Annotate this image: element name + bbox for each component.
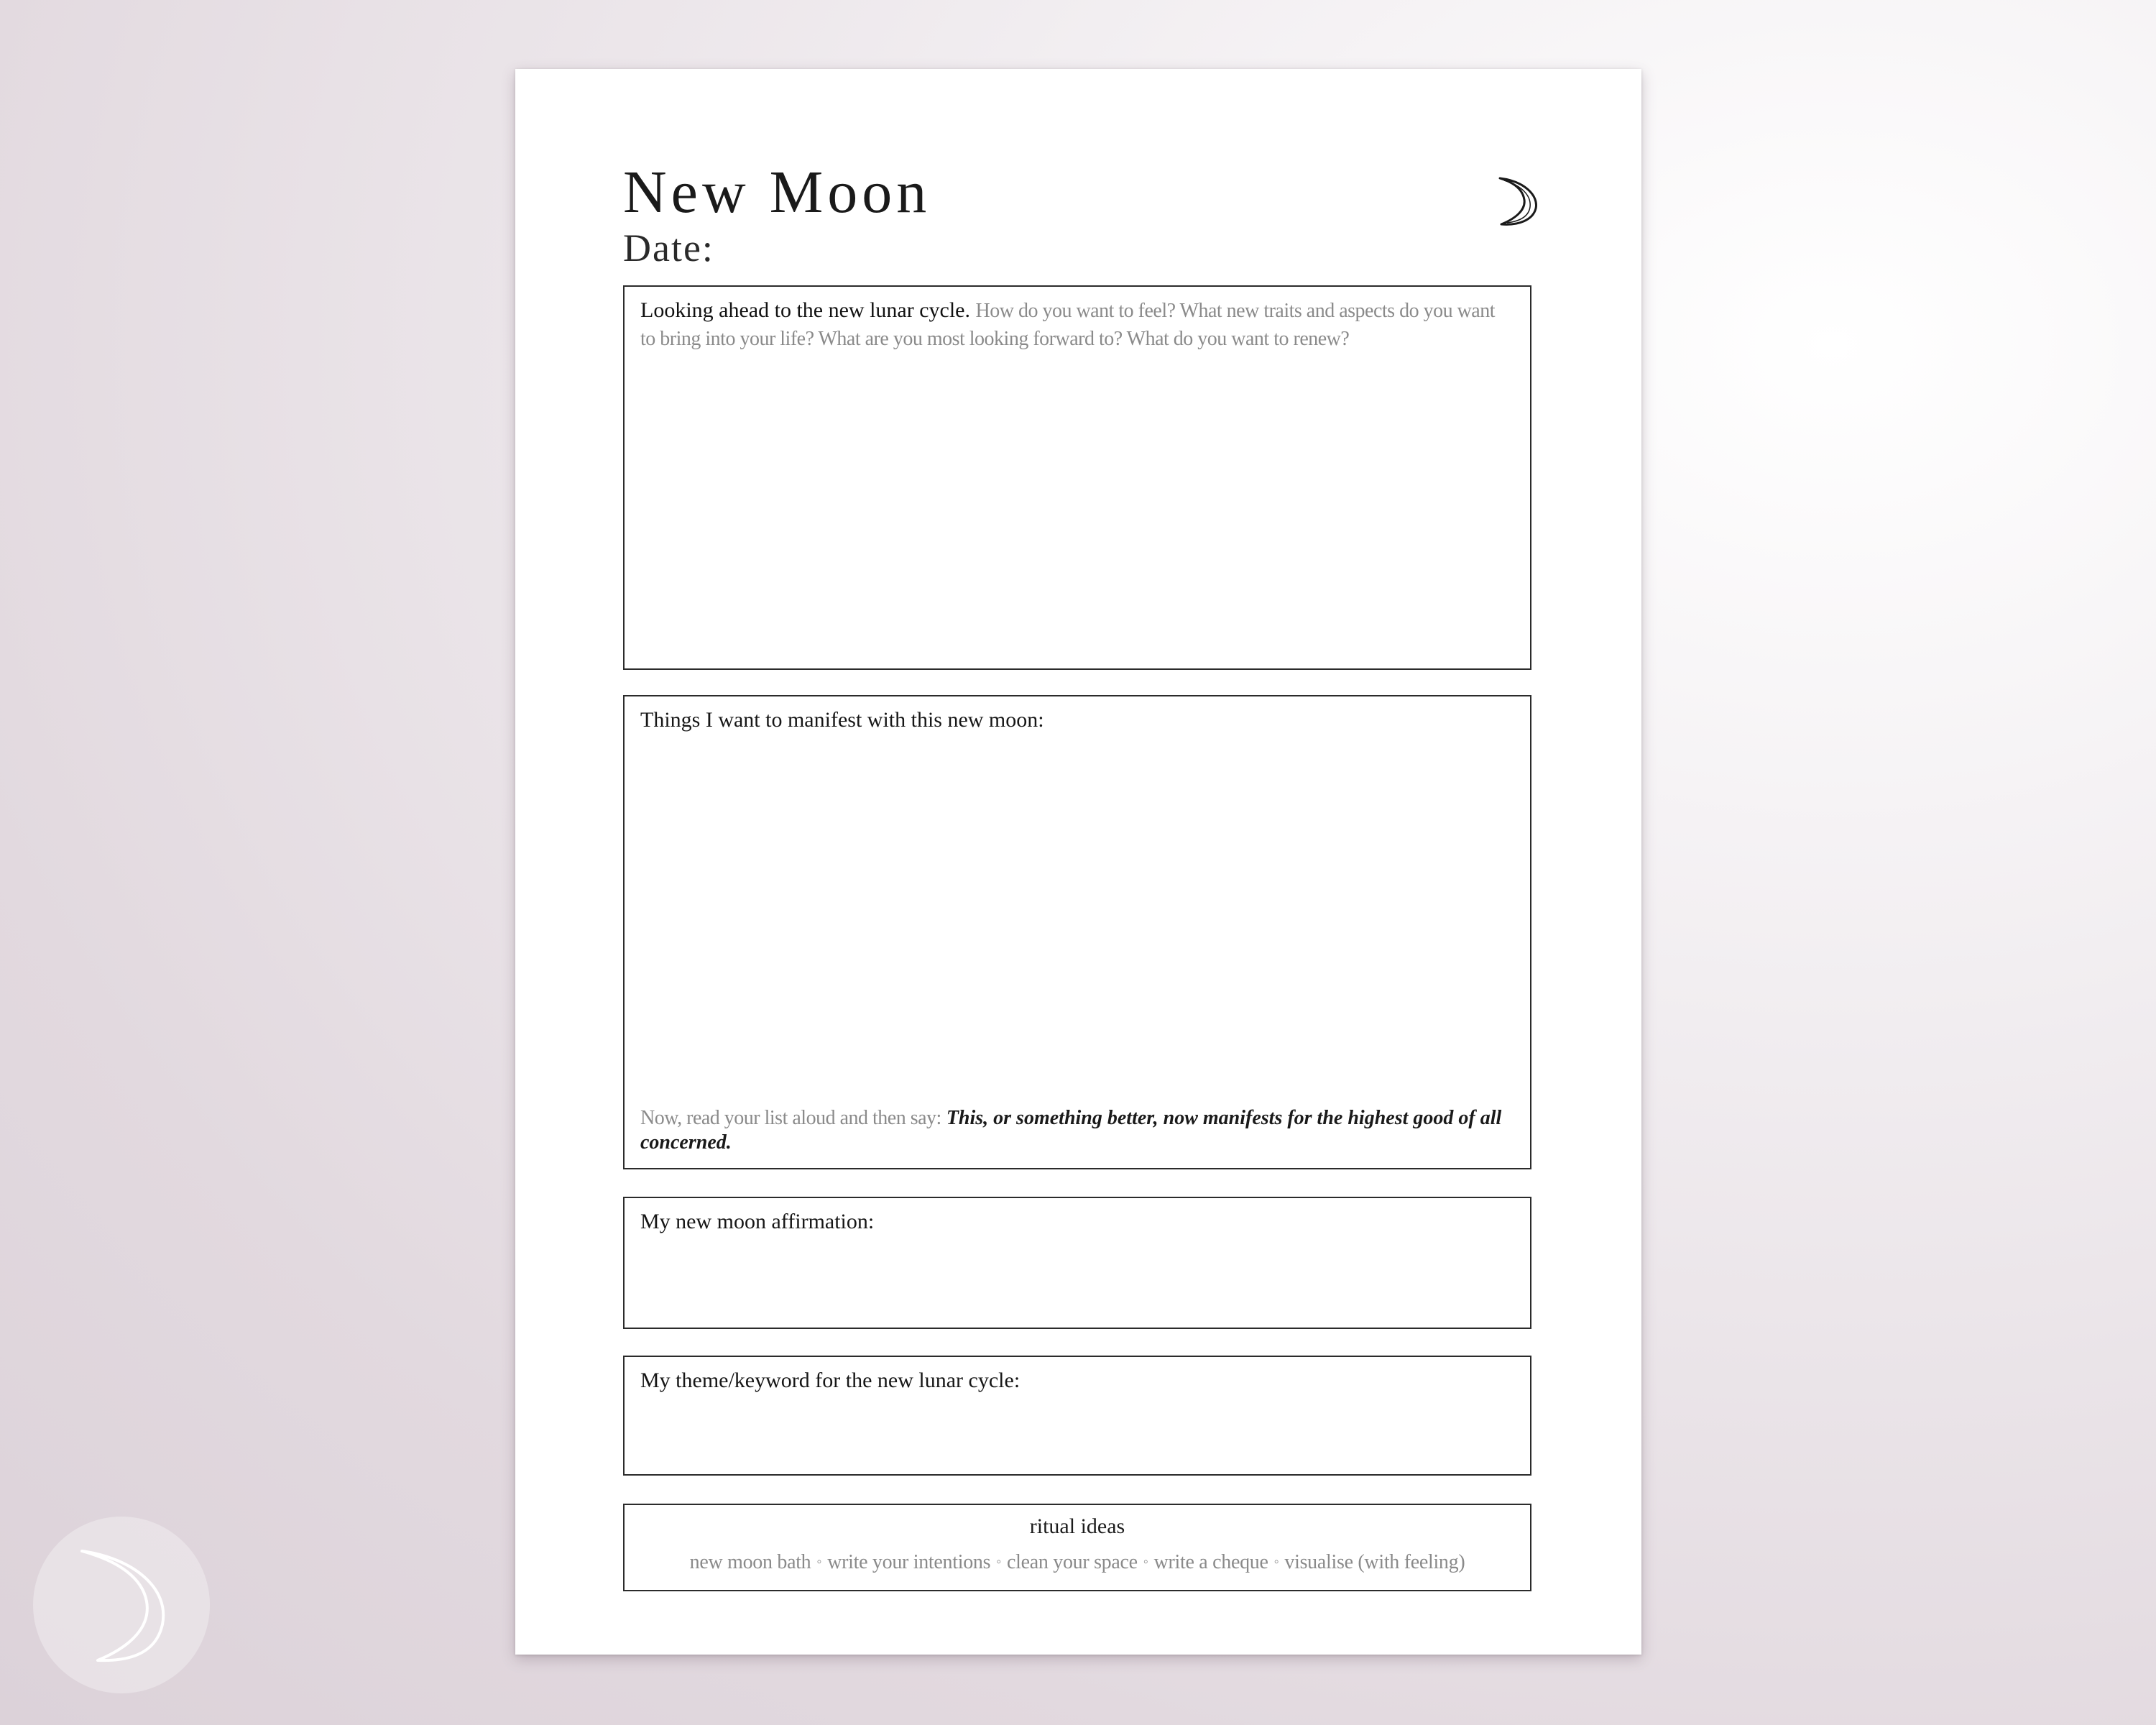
ritual-ideas-list: [625, 1550, 1530, 1575]
affirmation-heading: My new moon affirmation:: [640, 1210, 875, 1233]
lunar-cycle-prompt: [640, 297, 1514, 353]
lunar-cycle-section[interactable]: [623, 285, 1531, 670]
ritual-item: clean your space: [1006, 1551, 1138, 1573]
manifest-heading: Things I want to manifest with this new moon:: [640, 708, 1044, 732]
separator-dot: ◦: [996, 1554, 1001, 1570]
separator-dot: ◦: [816, 1554, 822, 1570]
page-title: New Moon: [623, 159, 931, 226]
footnote-intro: Now, read your list aloud and then say:: [640, 1107, 941, 1129]
lunar-cycle-questions: How do you want to feel? What new traits and aspects do you want to bring into your life? What are you most looking forward to? What do you want to renew?: [640, 300, 1496, 350]
ritual-item: new moon bath: [689, 1551, 811, 1573]
theme-heading: My theme/keyword for the new lunar cycle:: [640, 1368, 1021, 1392]
separator-dot: ◦: [1143, 1554, 1148, 1570]
theme-section[interactable]: [623, 1356, 1531, 1476]
crescent-moon-icon: [1494, 175, 1542, 227]
manifest-section[interactable]: [623, 695, 1531, 1169]
crescent-moon-icon: [76, 1545, 177, 1668]
journal-page: [515, 69, 1641, 1655]
footnote-affirmation: This, or something better, now manifests for the highest good of all concerned.: [640, 1107, 1502, 1154]
watermark-badge: [33, 1517, 210, 1693]
ritual-item: write a cheque: [1153, 1551, 1268, 1573]
ritual-item: write your intentions: [827, 1551, 991, 1573]
manifest-footnote: [640, 1106, 1514, 1155]
separator-dot: ◦: [1273, 1554, 1279, 1570]
affirmation-section[interactable]: [623, 1197, 1531, 1329]
date-label: Date:: [623, 226, 714, 270]
lunar-cycle-heading: Looking ahead to the new lunar cycle.: [640, 298, 970, 322]
ritual-ideas-section: [623, 1504, 1531, 1591]
ritual-item: visualise (with feeling): [1284, 1551, 1465, 1573]
ritual-ideas-heading: ritual ideas: [1029, 1514, 1125, 1538]
